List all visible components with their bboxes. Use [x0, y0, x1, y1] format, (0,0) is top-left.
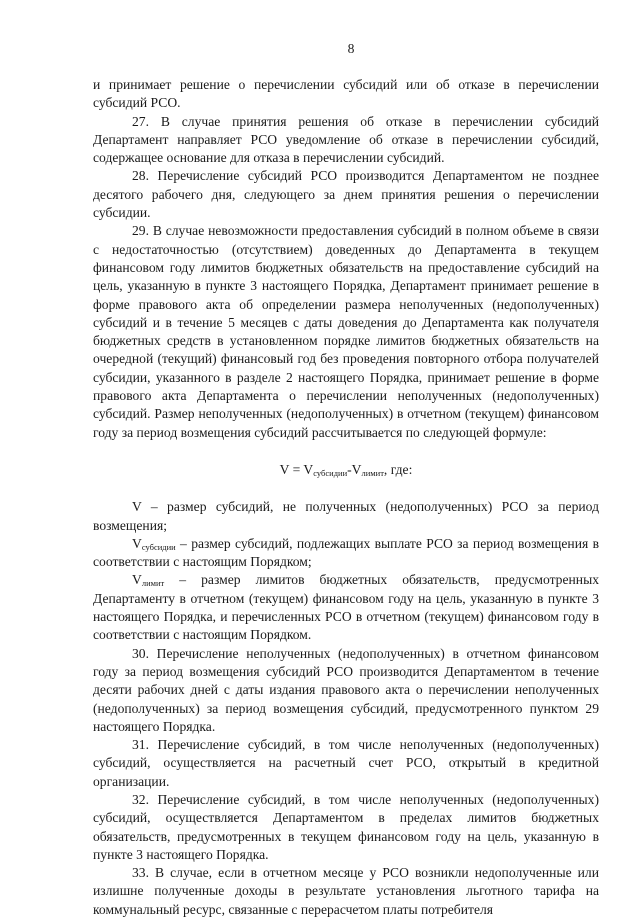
definition-subscript: субсидии	[141, 541, 176, 552]
paragraph-32: 32. Перечисление субсидий, в том числе неполученных (недополученных) субсидий, осуществляется Департаментом в пределах лимитов бюджетных обязательств, предусмотренных в текущем финансовом году на цель, указанную в пункте 3 настоящего Порядка.	[93, 791, 599, 862]
paragraph-28: 28. Перечисление субсидий РСО производится Департаментом не позднее десятого рабочего дня, следующего за днем принятия решения о перечислении субсидии.	[93, 168, 599, 221]
paragraph-27: 27. В случае принятия решения об отказе в перечислении субсидий Департамент направляет РСО уведомление об отказе в перечислении субсидий, содержащее основание для отказа в перечислении субсидий.	[93, 113, 599, 166]
definition-text: – размер субсидий, подлежащих выплате РСО за период возмещения в соответствии с настоящим Порядком;	[93, 535, 599, 570]
formula-tail: , где:	[383, 461, 413, 477]
definition-symbol: V	[132, 535, 142, 551]
paragraph-continuation: и принимает решение о перечислении субсидий или об отказе в перечислении субсидий РСО.	[93, 77, 599, 111]
definition-symbol: V	[132, 572, 142, 588]
formula	[93, 461, 599, 479]
paragraph-31: 31. Перечисление субсидий, в том числе неполученных (недополученных) субсидий, осуществляется на расчетный счет РСО, открытый в кредитной организации.	[93, 737, 599, 789]
definition-v-limit	[93, 571, 599, 644]
paragraph-30: 30. Перечисление неполученных (недополученных) в отчетном финансовом году за период возмещения субсидий РСО производится Департаментом в течение десяти рабочих дней с даты издания правового акта о перечислении неполученных (недополученных) за период возмещения субсидий, предусмотренного пунктом 29 настоящего Порядка.	[93, 645, 599, 734]
formula-lhs: V = V	[279, 461, 314, 477]
formula-minus: -V	[347, 461, 362, 477]
page-number: 8	[347, 41, 355, 56]
definition-text: – размер лимитов бюджетных обязательств, предусмотренных Департаменту в отчетном (текущем) финансовом году на цель, указанную в пункте 3 настоящего Порядка, и перечисленных РСО в отчетном (текущем) финансовом году в соответствии с настоящим Порядком.	[93, 572, 599, 643]
document-page	[93, 40, 599, 919]
formula-sub-limit: лимит	[361, 467, 384, 478]
definition-v: V – размер субсидий, не полученных (недополученных) РСО за период возмещения;	[93, 499, 599, 533]
formula-sub-subsidy: субсидии	[313, 467, 348, 478]
definition-v-subsidy	[93, 535, 599, 572]
paragraph-33: 33. В случае, если в отчетном месяце у РСО возникли недополученные или излишне полученные доходы в результате установления льготного тарифа на коммунальный ресурс, связанные с перерасчетом платы потребителя	[93, 865, 599, 917]
paragraph-29: 29. В случае невозможности предоставления субсидий в полном объеме в связи с недостаточностью (отсутствием) доведенных до Департамента в текущем финансовом году лимитов бюджетных обязательств на предоставление субсидий на цель, указанную в пункте 3 настоящего Порядка, Департамент принимает решение в форме правового акта об определении размера неполученных (недополученных) субсидий и в течение 5 месяцев с даты доведения до Департамента как получателя бюджетных средств в установленном порядке лимитов бюджетных обязательств на очередной (текущий) финансовый год без проведения повторного отбора получателей субсидии, указанного в разделе 2 настоящего Порядка, принимает решение в форме правового акта Департамента о перечислении неполученных (недополученных) субсидий. Размер неполученных (недополученных) в отчетном (текущем) финансовом году за период возмещения субсидий рассчитывается по следующей формуле:	[93, 223, 599, 440]
definition-subscript: лимит	[141, 578, 165, 589]
